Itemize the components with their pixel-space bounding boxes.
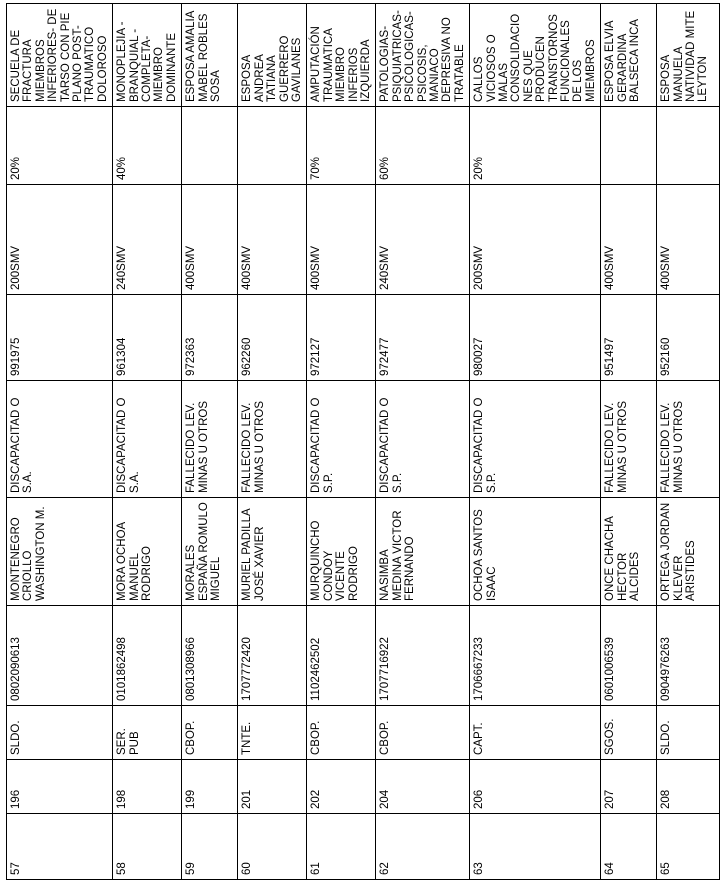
table-row (113, 4, 182, 880)
cell-type: DISCAPACITAD O S.P. (470, 381, 601, 498)
cell-code: 206 (470, 760, 601, 814)
cell-amount: 240SMV (376, 185, 470, 295)
cell-pct (238, 107, 307, 185)
cell-pct (657, 107, 720, 185)
cell-num: 962260 (238, 295, 307, 381)
table-row (182, 4, 238, 880)
cell-type: DISCAPACITAD O S.P. (376, 381, 470, 498)
cell-id: 1707772420 (238, 606, 307, 706)
records-table (6, 3, 720, 880)
cell-desc: ESPOSA ELVIA GERARDINA BALSECA INCA (601, 4, 657, 107)
cell-type: FALLECIDO LEV. MINAS U OTROS (657, 381, 720, 498)
cell-code: 199 (182, 760, 238, 814)
cell-name: MONTENEGRO CRIOLLO WASHINGTON M. (7, 498, 113, 606)
cell-desc: CALLOS VICIOSOS O MALAS CONSOLIDACIONES QUE PRODUCEN TRANSTORNOS FUNCIONALES DE LOS MIEMBROS (470, 4, 601, 107)
cell-code: 204 (376, 760, 470, 814)
cell-rank: SER. PUB (113, 706, 182, 760)
cell-num: 972363 (182, 295, 238, 381)
cell-type: DISCAPACITAD O S.A. (113, 381, 182, 498)
cell-rank: TNTE. (238, 706, 307, 760)
cell-id: 1102462502 (307, 606, 376, 706)
cell-desc: PATOLOGIAS-PSIQUIATRICAS-PSICOLOGICAS-PSICOSIS, MANIACO DEPRESIVA NO TRATABLE (376, 4, 470, 107)
cell-no: 64 (601, 814, 657, 880)
cell-rank: SGOS. (601, 706, 657, 760)
cell-no: 58 (113, 814, 182, 880)
cell-name: MORA OCHOA MANUEL RODRIGO (113, 498, 182, 606)
cell-desc: MONOPLEJIA - BRANQUIAL - COMPLETA-MIEMBRO DOMINANTE (113, 4, 182, 107)
cell-name: MURIEL PADILLA JOSÉ XAVIER (238, 498, 307, 606)
cell-no: 57 (7, 814, 113, 880)
cell-no: 65 (657, 814, 720, 880)
table-row (376, 4, 470, 880)
cell-amount: 400SMV (238, 185, 307, 295)
cell-rank: SLDO. (7, 706, 113, 760)
cell-pct: 70% (307, 107, 376, 185)
cell-num: 972127 (307, 295, 376, 381)
cell-num: 972477 (376, 295, 470, 381)
cell-id: 0802090613 (7, 606, 113, 706)
table-row (307, 4, 376, 880)
cell-amount: 400SMV (307, 185, 376, 295)
table-row (238, 4, 307, 880)
cell-name: OCHOA SANTOS ISAAC (470, 498, 601, 606)
cell-name: ORTEGA JORDAN KLEVER ARISTIDES (657, 498, 720, 606)
cell-rank: CBOP. (376, 706, 470, 760)
cell-name: MORALES ESPAÑA ROMULO MIGUEL (182, 498, 238, 606)
cell-desc: ESPOSA MANUELA NATIVIDAD MITE LEYTON (657, 4, 720, 107)
cell-id: 1706667233 (470, 606, 601, 706)
cell-no: 63 (470, 814, 601, 880)
cell-id: 1707716922 (376, 606, 470, 706)
table-row (7, 4, 113, 880)
cell-rank: CBOP. (307, 706, 376, 760)
cell-type: FALLECIDO LEV. MINAS U OTROS (601, 381, 657, 498)
cell-code: 207 (601, 760, 657, 814)
cell-desc: SECUELA DE FRACTURA MIEMBROS INFERIORES- DE TARSO CON PIE PLANO POST-TRAUMATICO DOLOROSO (7, 4, 113, 107)
cell-code: 208 (657, 760, 720, 814)
cell-id: 0101862498 (113, 606, 182, 706)
cell-no: 61 (307, 814, 376, 880)
cell-code: 202 (307, 760, 376, 814)
cell-name: ONCE CHACHA HECTOR ALCIDES (601, 498, 657, 606)
cell-pct (182, 107, 238, 185)
cell-no: 59 (182, 814, 238, 880)
cell-pct (601, 107, 657, 185)
cell-pct: 20% (7, 107, 113, 185)
cell-rank: CAPT. (470, 706, 601, 760)
cell-type: DISCAPACITAD O S.A. (7, 381, 113, 498)
cell-no: 62 (376, 814, 470, 880)
cell-id: 0601006539 (601, 606, 657, 706)
cell-amount: 400SMV (601, 185, 657, 295)
cell-num: 980027 (470, 295, 601, 381)
cell-rank: CBOP. (182, 706, 238, 760)
cell-type: FALLECIDO LEV. MINAS U OTROS (182, 381, 238, 498)
cell-desc: ESPOSA ANDREA TATIANA GUERRERO GAVILANES (238, 4, 307, 107)
cell-code: 198 (113, 760, 182, 814)
cell-amount: 240SMV (113, 185, 182, 295)
cell-num: 991975 (7, 295, 113, 381)
cell-name: NASIMBA MEDINA VICTOR FERNANDO (376, 498, 470, 606)
table-row (601, 4, 657, 880)
cell-amount: 400SMV (182, 185, 238, 295)
table-row (470, 4, 601, 880)
cell-name: MURQUINCHO CONDOY VICENTE RODRIGO (307, 498, 376, 606)
cell-pct: 40% (113, 107, 182, 185)
cell-code: 196 (7, 760, 113, 814)
cell-num: 952160 (657, 295, 720, 381)
cell-type: FALLECIDO LEV. MINAS U OTROS (238, 381, 307, 498)
cell-id: 0904976263 (657, 606, 720, 706)
cell-pct: 60% (376, 107, 470, 185)
cell-amount: 200SMV (470, 185, 601, 295)
table-row (657, 4, 720, 880)
cell-id: 0801308966 (182, 606, 238, 706)
cell-desc: ESPOSA AMALIA MABEL ROBLES SOSA (182, 4, 238, 107)
cell-num: 951497 (601, 295, 657, 381)
cell-no: 60 (238, 814, 307, 880)
cell-pct: 20% (470, 107, 601, 185)
cell-code: 201 (238, 760, 307, 814)
cell-num: 961304 (113, 295, 182, 381)
cell-type: DISCAPACITAD O S.P. (307, 381, 376, 498)
cell-amount: 200SMV (7, 185, 113, 295)
cell-rank: SLDO. (657, 706, 720, 760)
cell-desc: AMPUTACIÓN TRAUMATICA MIEMBRO INFERIOS IZQUIERDA (307, 4, 376, 107)
cell-amount: 400SMV (657, 185, 720, 295)
